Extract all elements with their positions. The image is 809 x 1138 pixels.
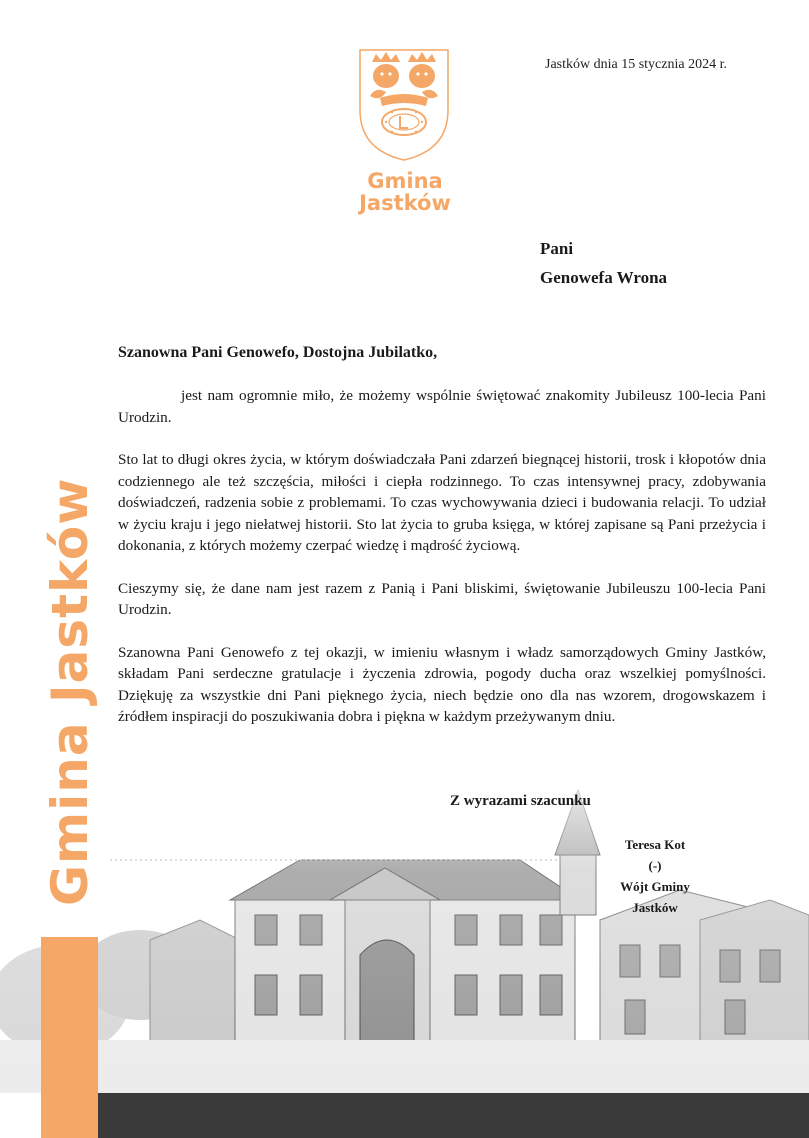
letter-body bbox=[118, 385, 766, 749]
footer-dark-bar bbox=[98, 1093, 809, 1138]
crest-icon bbox=[356, 46, 452, 162]
signatory-title: Wójt Gminy Jastków bbox=[620, 879, 690, 915]
signatory-name: Teresa Kot bbox=[624, 837, 686, 852]
orange-accent-bar bbox=[41, 937, 98, 1138]
vertical-brand-text: Gmina Jastków bbox=[41, 477, 99, 906]
signature-mark: (-) bbox=[648, 858, 662, 873]
logo-wordmark bbox=[340, 170, 470, 214]
manor-sketch-illustration bbox=[0, 750, 809, 1093]
salutation: Szanowna Pani Genowefo, Dostojna Jubilatko, bbox=[118, 344, 438, 361]
signature-block bbox=[600, 834, 710, 918]
paragraph-2: Sto lat to długi okres życia, w którym doświadczała Pani zdarzeń biegnącej historii, trosk i kłopotów dnia codziennego ale też szczęścia, miłości i ciepła rodzinnego. To czas intensywnej pracy, zdobywania doświadczeń, radzenia sobie z problemami. To czas wychowywania dzieci i budowania relacji. To udział w życiu kraju i jego niełatwej historii. Sto lat życia to gruba księga, w której zapisane są Pani przeżycia i dokonania, z których możemy czerpać wiedzę i mądrość życiową. bbox=[118, 451, 766, 554]
logo-line-2: Jastków bbox=[359, 191, 451, 215]
recipient-title: Pani bbox=[540, 239, 574, 258]
paragraph-4: Szanowna Pani Genowefo z tej okazji, w imieniu własnym i władz samorządowych Gminy Jastków, składam Pani serdeczne gratulacje i życzenia zdrowia, pogody ducha oraz wszelkiej pomyślności. Dziękuję za wszystkie dni Pani pięknego życia, niech będzie ono dla nas wzorem, drogowskazem i źródłem inspiracji do poszukiwania dobra i piękna w każdym przeżywanym dniu. bbox=[118, 643, 766, 725]
paragraph-3: Cieszymy się, że dane nam jest razem z Panią i Pani bliskimi, świętowanie Jubileuszu 100-lecia Pani Urodzin. bbox=[118, 579, 766, 618]
letter-date: Jastków dnia 15 stycznia 2024 r. bbox=[545, 57, 727, 72]
recipient-name: Genowefa Wrona bbox=[540, 268, 668, 287]
paragraph-1: jest nam ogromnie miło, że możemy wspólnie świętować znakomity Jubileusz 100-lecia Pani Urodzin. bbox=[118, 387, 766, 426]
logo-line-1: Gmina bbox=[367, 169, 443, 193]
recipient-block bbox=[540, 234, 667, 292]
closing-phrase: Z wyrazami szacunku bbox=[450, 793, 591, 809]
